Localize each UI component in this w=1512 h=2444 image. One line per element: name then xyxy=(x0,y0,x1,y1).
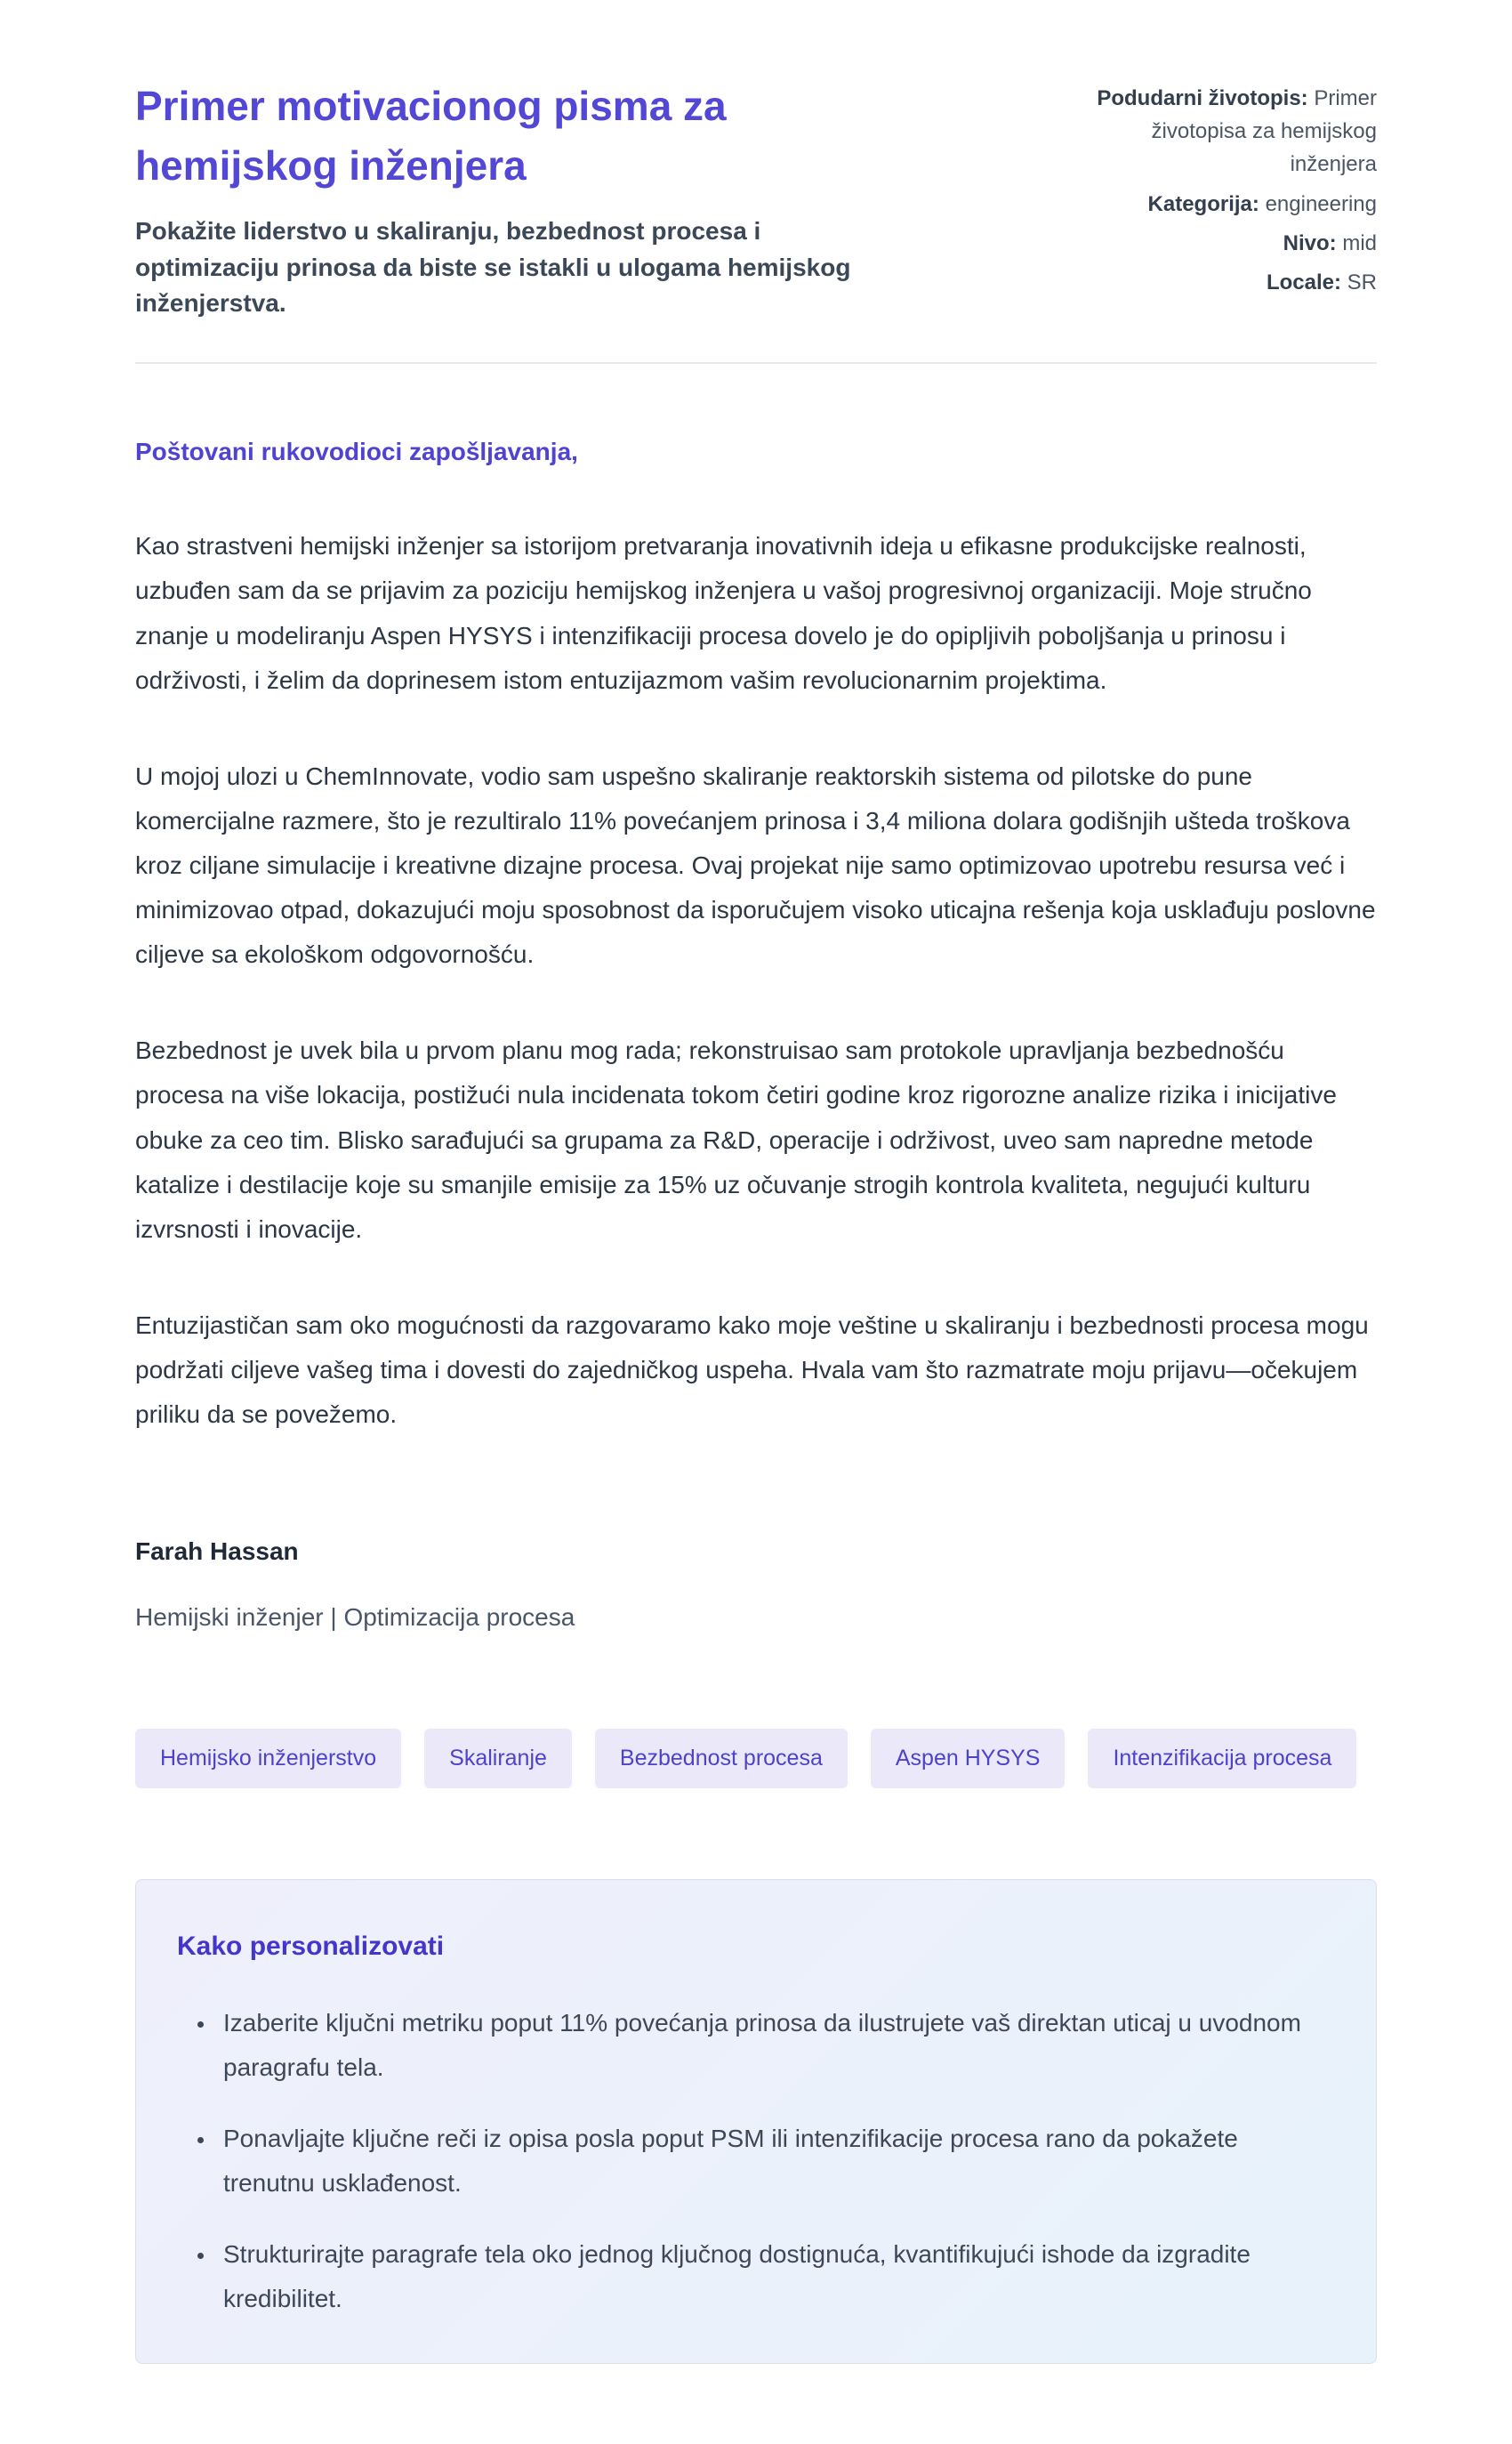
tips-card xyxy=(135,1879,1377,2364)
meta-block xyxy=(1074,77,1377,305)
page-title: Primer motivacionog pisma za hemijskog inženjera xyxy=(135,83,727,190)
meta-row-level xyxy=(1074,227,1377,260)
meta-label: Podudarni životopis: xyxy=(1097,86,1308,110)
tag-chip[interactable]: Bezbednost procesa xyxy=(595,1729,848,1788)
tip-item: • Ponavljajte ključne reči iz opisa posla poput PSM ili intenzifikacije procesa rano da pokažete trenutnu usklađenost. xyxy=(216,2117,1335,2206)
tags-list xyxy=(135,1729,1377,1788)
tag-chip[interactable]: Hemijsko inženjerstvo xyxy=(135,1729,401,1788)
meta-value: Primer životopisa za hemijskog inženjera xyxy=(1151,86,1377,177)
paragraph: Entuzijastičan sam oko mogućnosti da razgovaramo kako moje veštine u skaliranju i bezbednosti procesa mogu podržati ciljeve vašeg tima i dovesti do zajedničkog uspeha. Hvala vam što razmatrate moju prijavu—očekujem priliku da se povežemo. xyxy=(135,1311,1369,1429)
meta-row-category xyxy=(1074,188,1377,221)
paragraph: Kao strastveni hemijski inženjer sa istorijom pretvaranja inovativnih ideja u efikasne produkcijske realnosti, uzbuđen sam da se prijavim za poziciju hemijskog inženjera u vašoj progresivnoj organizaciji. Moje stručno znanje u modeliranju Aspen HYSYS i intenzifikaciji procesa dovelo je do opipljivih poboljšanja u prinosu i održivosti, i želim da doprinesem istom entuzijazmom vašim revolucionarnim projektima. xyxy=(135,532,1312,694)
tag-chip[interactable]: Skaliranje xyxy=(424,1729,572,1788)
tips-title: Kako personalizovati xyxy=(177,1932,445,1962)
signature-role: Hemijski inženjer | Optimizacija procesa xyxy=(135,1603,575,1632)
meta-row-matching-resume xyxy=(1074,82,1377,181)
meta-value: mid xyxy=(1342,230,1377,255)
meta-label: Nivo: xyxy=(1283,230,1337,255)
header xyxy=(135,77,1377,321)
tag-chip[interactable]: Intenzifikacija procesa xyxy=(1088,1729,1356,1788)
divider xyxy=(135,362,1377,364)
meta-value: SR xyxy=(1347,270,1377,294)
tip-item: • Strukturirajte paragrafe tela oko jednog ključnog dostignuća, kvantifikujući ishode da izgradite kredibilitet. xyxy=(216,2232,1335,2321)
meta-value: engineering xyxy=(1265,191,1377,216)
signature-name: Farah Hassan xyxy=(135,1537,299,1566)
meta-label: Kategorija: xyxy=(1147,191,1259,216)
header-left xyxy=(135,77,936,321)
meta-label: Locale: xyxy=(1266,270,1341,294)
greeting: Poštovani rukovodioci zapošljavanja, xyxy=(135,438,578,466)
paragraph: Bezbednost je uvek bila u prvom planu mog rada; rekonstruisao sam protokole upravljanja bezbednošću procesa na više lokacija, postižući nula incidenata tokom četiri godine kroz rigorozne analize rizika i inicijative obuke za ceo tim. Blisko sarađujući sa grupama za R&D, operacije i održivost, uveo sam napredne metode katalize i destilacije koje su smanjile emisije za 15% uz očuvanje strogih kontrola kvaliteta, negujući kulturu izvrsnosti i inovacije. xyxy=(135,1036,1337,1243)
letter-body xyxy=(135,430,1377,1640)
paragraph: U mojoj ulozi u ChemInnovate, vodio sam uspešno skaliranje reaktorskih sistema od pilotske do pune komercijalne razmere, što je rezultiralo 11% povećanjem prinosa i 3,4 miliona dolara godišnjih ušteda troškova kroz ciljane simulacije i kreativne dizajne procesa. Ovaj projekat nije samo optimizovao upotrebu resursa već i minimizovao otpad, dokazujući moju sposobnost da isporučujem visoko uticajna rešenja koja usklađuju poslovne ciljeve sa ekološkom odgovornošću. xyxy=(135,762,1376,969)
meta-row-locale xyxy=(1074,266,1377,299)
tips-list xyxy=(177,2001,1335,2320)
tag-chip[interactable]: Aspen HYSYS xyxy=(871,1729,1066,1788)
tip-item: • Izaberite ključni metriku poput 11% povećanja prinosa da ilustrujete vaš direktan uticaj u uvodnom paragrafu tela. xyxy=(216,2001,1335,2090)
page-subtitle: Pokažite liderstvo u skaliranju, bezbednost procesa i optimizaciju prinosa da biste se istakli u ulogama hemijskog inženjerstva. xyxy=(135,217,851,317)
